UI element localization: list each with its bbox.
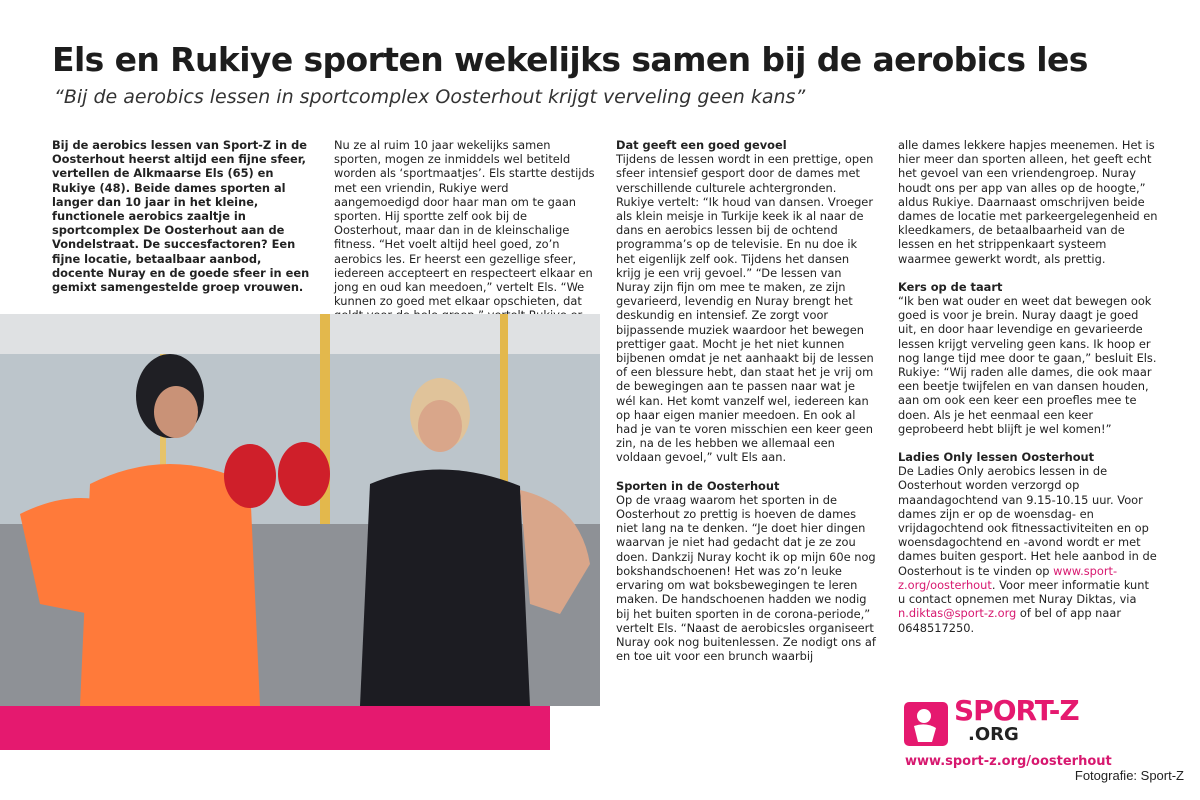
sport-z-logo — [904, 690, 1104, 750]
body-paragraph: alle dames lekkere hapjes meenemen. Het is hier meer dan sporten alleen, het geeft echt het gevoel van een vriendengroep. Nuray houdt ons per app van alles op de hoogte,” aldus Rukiye. Daarnaast omschrijven beide dames de locatie met parkeergelegenheid en kleedkamers, de betaalbaarheid van de lessen en het strippenkaart systeem waarmee gewerkt wordt, als prettig. — [898, 138, 1158, 266]
body-paragraph — [898, 464, 1158, 634]
section-heading: Sporten in de Oosterhout — [616, 478, 780, 493]
website-link[interactable]: www.sport-z.org/oosterhout — [898, 563, 1118, 592]
column-2 — [334, 138, 596, 337]
email-link[interactable]: n.diktas@sport-z.org — [898, 606, 1017, 621]
body-paragraph: Op de vraag waarom het sporten in de Oosterhout zo prettig is hoeven de dames niet lang na te denken. “Je doet hier dingen waarvan je niet had gedacht dat je ze zou doen. Dankzij Nuray kocht ik op mijn 60e nog bokshandschoenen! Het was zo’n leuke ervaring om wat boksbewegingen te leren maken. De handschoenen hadden we nodig bij het buiten sporten in de corona-periode,” vertelt Els. “Naast de aerobicsles organiseert Nuray ook nog buitenlessen. Ze nodigt ons af en toe uit voor een brunch waarbij — [616, 492, 876, 664]
body-paragraph: “Ik ben wat ouder en weet dat bewegen ook goed is voor je brein. Nuray daagt je goed uit, en door haar levendige en gevarieerde lessen krijgt verveling geen kans. Ik hoop er nog lange tijd mee door te gaan,” besluit Els. Rukiye: “Wij raden alle dames, die ook maar een beetje twijfelen en van dansen houden, aan om ook een keer een proefles mee te doen. Als je het eenmaal een keer geprobeerd hebt blijft je wel komen!” — [898, 294, 1157, 436]
article-photo — [0, 314, 600, 706]
body-paragraph: Nu ze al ruim 10 jaar wekelijks samen sporten, mogen ze inmiddels wel betiteld worden als ‘sportmaatjes’. Els startte destijds met een vriendin, Rukiye werd aangemoedigd door haar man om te gaan sporten. Hij sportte zelf ook bij de Oosterhout, maar dan in de kleinschalige fitness. “Het voelt altijd heel goed, zo’n aerobics les. Er heerst een gezellige sfeer, iedereen accepteert en respecteert elkaar en jong en oud kan meedoen,” vertelt Els. “We kunnen zo goed met elkaar opschieten, dat — [334, 138, 595, 309]
logo-suffix: .ORG — [968, 724, 1019, 745]
column-1 — [52, 138, 310, 294]
website-footer-link[interactable]: www.sport-z.org/oosterhout — [905, 754, 1112, 769]
pink-accent-band — [0, 706, 550, 750]
logo-mark-icon — [904, 702, 948, 746]
section-heading: Kers op de taart — [898, 279, 1003, 294]
text-segment: De Ladies Only aerobics lessen in de Oosterhout worden verzorgd op maandagochtend van 9.15-10.15 uur. Voor dames zijn er op de woensdag- en vrijdagochtend ook fitnessactiviteiten en op woensdagochtend en -avond wordt er met dames buiten gesport. Het hele aanbod in de Oosterhout is te vinden op — [898, 464, 1157, 578]
column-4 — [898, 138, 1158, 635]
photo-credit: Fotografie: Sport-Z — [1074, 768, 1184, 783]
section-heading: Ladies Only lessen Oosterhout — [898, 450, 1095, 465]
article-subtitle: “Bij de aerobics lessen in sportcomplex Oosterhout krijgt verveling geen kans” — [54, 86, 806, 108]
article-title: Els en Rukiye sporten wekelijks samen bij de aerobics les — [52, 40, 1088, 79]
column-3 — [616, 138, 876, 663]
person-icon — [904, 702, 948, 746]
body-paragraph: Tijdens de lessen wordt in een prettige, open sfeer intensief gesport door de dames met verschillende culturele achtergronden. Rukiye vertelt: “Ik houd van dansen. Vroeger als klein meisje in Turkije keek ik al naar de dans en aerobics lessen bij de ochtend programma’s op de televisie. En nu doe ik het eigenlijk zelf ook. Tijdens het dansen krijg je een vrij gevoel.” “De lessen van Nuray zijn fijn om mee te maken, ze zijn gevarieerd, levendig en Nuray brengt het deskundig en intensief. Ze zorgt voor bijpassende muziek waardoor het bewegen prettiger gaat. Mocht je het niet kunnen bijbenen omdat je net aanhaakt bij de lessen of een blessure hebt, dan staat het je vrij om de bewegingen aan te passen naar wat je wél kan. Het komt vanzelf wel, iedereen kan op haar eigen manier meedoen. En ook al had je van te voren misschien een keer geen zin, na de les hebben we allemaal een voldaan gevoel,” vult Els aan. — [616, 152, 874, 465]
logo-name: SPORT-Z — [954, 694, 1079, 727]
text-segment: of bel of app naar 0648517250. — [898, 606, 1122, 635]
section-heading: Dat geeft een goed gevoel — [616, 138, 787, 152]
intro-paragraph: Bij de aerobics lessen van Sport-Z in de Oosterhout heerst altijd een fijne sfeer, vertellen de Alkmaarse Els (65) en Rukiye (48). Beide dames sporten al langer dan 10 jaar in het kleine, functionele aerobics zaaltje in sportcomplex De Oosterhout aan de Vondelstraat. De succesfactoren? Een fijne locatie, betaalbaar aanbod, docente Nuray en de goede sfeer in een gemixt samengestelde groep vrouwen. — [52, 138, 310, 295]
photo-illustration — [0, 314, 600, 706]
text-segment: . Voor meer informatie kunt u contact opnemen met Nuray Diktas, via — [898, 577, 1149, 607]
